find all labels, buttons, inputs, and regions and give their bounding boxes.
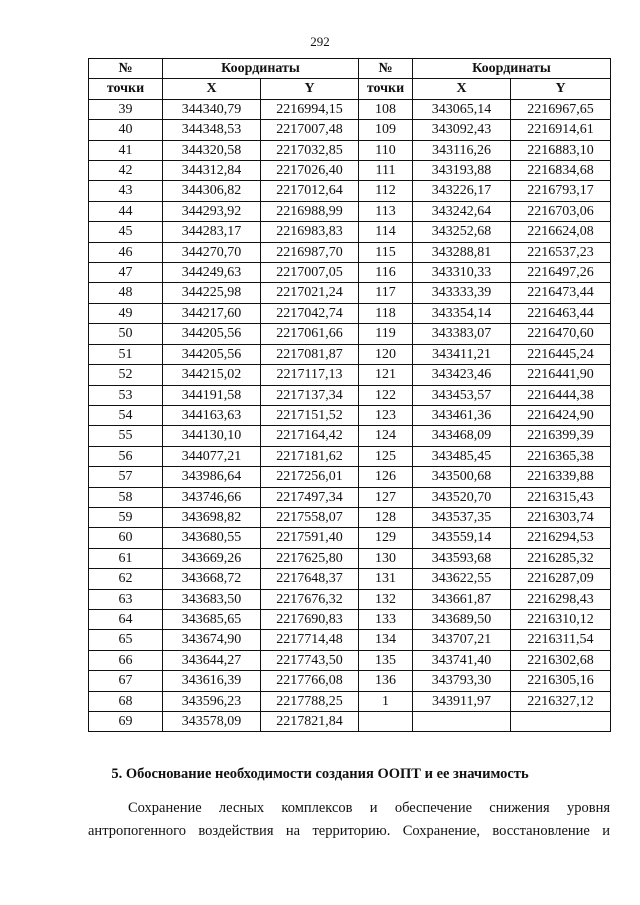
- cell-x-left: 344130,10: [163, 426, 261, 446]
- table-row: [89, 222, 611, 242]
- header-y-right: Y: [511, 79, 611, 99]
- table-row: [89, 324, 611, 344]
- cell-point-number-left: 39: [89, 99, 163, 119]
- cell-x-right: 343461,36: [413, 405, 511, 425]
- cell-x-right: 343537,35: [413, 507, 511, 527]
- cell-x-right: 343354,14: [413, 303, 511, 323]
- cell-point-number-left: 43: [89, 181, 163, 201]
- cell-point-number-left: 41: [89, 140, 163, 160]
- table-row: [89, 405, 611, 425]
- cell-point-number-left: 68: [89, 691, 163, 711]
- header-y-left: Y: [261, 79, 359, 99]
- cell-x-left: 343986,64: [163, 467, 261, 487]
- cell-x-left: 343578,09: [163, 712, 261, 732]
- table-row: [89, 426, 611, 446]
- coordinates-table-body: [89, 99, 611, 732]
- cell-y-left: 2217714,48: [261, 630, 359, 650]
- cell-point-number-left: 60: [89, 528, 163, 548]
- cell-point-number-right: [359, 712, 413, 732]
- table-row: [89, 507, 611, 527]
- cell-x-left: 343668,72: [163, 569, 261, 589]
- cell-point-number-left: 61: [89, 548, 163, 568]
- cell-x-right: 343383,07: [413, 324, 511, 344]
- cell-y-left: 2217007,05: [261, 263, 359, 283]
- page-number: 292: [310, 34, 330, 49]
- cell-y-right: 2216305,16: [511, 671, 611, 691]
- cell-point-number-right: 113: [359, 201, 413, 221]
- body-paragraph: [88, 797, 610, 843]
- cell-y-right: 2216537,23: [511, 242, 611, 262]
- cell-y-right: 2216463,44: [511, 303, 611, 323]
- cell-y-left: 2217007,48: [261, 120, 359, 140]
- cell-x-right: 343793,30: [413, 671, 511, 691]
- table-row: [89, 120, 611, 140]
- cell-point-number-left: 46: [89, 242, 163, 262]
- cell-point-number-left: 56: [89, 446, 163, 466]
- cell-y-right: 2216967,65: [511, 99, 611, 119]
- table-row: [89, 589, 611, 609]
- section-heading: 5. Обоснование необходимости создания ООПТ и ее значимость: [111, 766, 529, 782]
- cell-y-right: 2216497,26: [511, 263, 611, 283]
- cell-y-left: 2217625,80: [261, 548, 359, 568]
- cell-y-right: 2216294,53: [511, 528, 611, 548]
- cell-x-left: 344077,21: [163, 446, 261, 466]
- cell-y-left: 2217676,32: [261, 589, 359, 609]
- cell-y-left: 2217021,24: [261, 283, 359, 303]
- cell-x-right: 343500,68: [413, 467, 511, 487]
- cell-y-left: 2217117,13: [261, 365, 359, 385]
- cell-point-number-right: 122: [359, 385, 413, 405]
- cell-x-right: 343559,14: [413, 528, 511, 548]
- cell-x-right: 343485,45: [413, 446, 511, 466]
- table-row: [89, 487, 611, 507]
- cell-point-number-right: 131: [359, 569, 413, 589]
- cell-x-right: 343193,88: [413, 161, 511, 181]
- cell-y-right: 2216793,17: [511, 181, 611, 201]
- cell-x-left: 343616,39: [163, 671, 261, 691]
- cell-point-number-right: 125: [359, 446, 413, 466]
- cell-point-number-right: 117: [359, 283, 413, 303]
- cell-y-right: 2216315,43: [511, 487, 611, 507]
- cell-point-number-left: 40: [89, 120, 163, 140]
- cell-point-number-right: 123: [359, 405, 413, 425]
- cell-y-right: 2216834,68: [511, 161, 611, 181]
- cell-point-number-left: 49: [89, 303, 163, 323]
- cell-point-number-right: 114: [359, 222, 413, 242]
- cell-point-number-right: 110: [359, 140, 413, 160]
- cell-point-number-right: 111: [359, 161, 413, 181]
- cell-point-number-right: 136: [359, 671, 413, 691]
- cell-x-right: 343310,33: [413, 263, 511, 283]
- cell-x-left: 343674,90: [163, 630, 261, 650]
- cell-x-right: 343333,39: [413, 283, 511, 303]
- cell-y-left: 2217026,40: [261, 161, 359, 181]
- cell-x-left: 343698,82: [163, 507, 261, 527]
- cell-x-left: 343644,27: [163, 650, 261, 670]
- cell-point-number-left: 44: [89, 201, 163, 221]
- cell-point-number-left: 64: [89, 609, 163, 629]
- cell-point-number-right: 128: [359, 507, 413, 527]
- cell-y-left: 2217743,50: [261, 650, 359, 670]
- cell-y-left: 2217042,74: [261, 303, 359, 323]
- cell-x-right: [413, 712, 511, 732]
- cell-point-number-left: 62: [89, 569, 163, 589]
- cell-y-right: [511, 712, 611, 732]
- cell-point-number-right: 127: [359, 487, 413, 507]
- cell-point-number-right: 119: [359, 324, 413, 344]
- header-point-number-left: №: [89, 59, 163, 79]
- table-row: [89, 385, 611, 405]
- cell-point-number-left: 59: [89, 507, 163, 527]
- cell-y-right: 2216310,12: [511, 609, 611, 629]
- cell-point-number-left: 45: [89, 222, 163, 242]
- cell-x-right: 343252,68: [413, 222, 511, 242]
- cell-y-right: 2216302,68: [511, 650, 611, 670]
- table-row: [89, 650, 611, 670]
- cell-point-number-right: 129: [359, 528, 413, 548]
- table-row: [89, 528, 611, 548]
- cell-y-right: 2216444,38: [511, 385, 611, 405]
- cell-y-left: 2217081,87: [261, 344, 359, 364]
- cell-x-right: 343116,26: [413, 140, 511, 160]
- cell-x-left: 344205,56: [163, 324, 261, 344]
- table-row: [89, 548, 611, 568]
- table-row: [89, 303, 611, 323]
- cell-x-right: 343468,09: [413, 426, 511, 446]
- cell-x-right: 343288,81: [413, 242, 511, 262]
- header-coordinates-left: Координаты: [163, 59, 359, 79]
- table-row: [89, 446, 611, 466]
- cell-x-left: 344348,53: [163, 120, 261, 140]
- header-x-right: X: [413, 79, 511, 99]
- cell-y-left: 2217497,34: [261, 487, 359, 507]
- table-row: [89, 691, 611, 711]
- cell-x-right: 343520,70: [413, 487, 511, 507]
- cell-x-left: 344320,58: [163, 140, 261, 160]
- cell-x-right: 343707,21: [413, 630, 511, 650]
- cell-x-right: 343092,43: [413, 120, 511, 140]
- cell-point-number-right: 134: [359, 630, 413, 650]
- cell-y-right: 2216339,88: [511, 467, 611, 487]
- cell-x-left: 344249,63: [163, 263, 261, 283]
- header-coordinates-right: Координаты: [413, 59, 611, 79]
- cell-y-left: 2216987,70: [261, 242, 359, 262]
- table-row: [89, 344, 611, 364]
- cell-x-right: 343411,21: [413, 344, 511, 364]
- cell-y-left: 2216988,99: [261, 201, 359, 221]
- table-row: [89, 671, 611, 691]
- cell-x-right: 343242,64: [413, 201, 511, 221]
- cell-x-left: 343746,66: [163, 487, 261, 507]
- cell-point-number-left: 48: [89, 283, 163, 303]
- cell-x-left: 344215,02: [163, 365, 261, 385]
- cell-y-left: 2217181,62: [261, 446, 359, 466]
- header-point-label-left: точки: [89, 79, 163, 99]
- cell-y-left: 2216994,15: [261, 99, 359, 119]
- cell-point-number-left: 57: [89, 467, 163, 487]
- cell-x-left: 344306,82: [163, 181, 261, 201]
- cell-y-right: 2216303,74: [511, 507, 611, 527]
- cell-point-number-left: 47: [89, 263, 163, 283]
- cell-point-number-left: 66: [89, 650, 163, 670]
- cell-y-left: 2217151,52: [261, 405, 359, 425]
- cell-y-right: 2216287,09: [511, 569, 611, 589]
- cell-y-right: 2216883,10: [511, 140, 611, 160]
- cell-y-right: 2216473,44: [511, 283, 611, 303]
- cell-point-number-right: 120: [359, 344, 413, 364]
- table-row: [89, 712, 611, 732]
- cell-y-left: 2217012,64: [261, 181, 359, 201]
- cell-y-left: 2217766,08: [261, 671, 359, 691]
- cell-point-number-right: 130: [359, 548, 413, 568]
- cell-point-number-right: 132: [359, 589, 413, 609]
- cell-y-left: 2217032,85: [261, 140, 359, 160]
- cell-y-right: 2216445,24: [511, 344, 611, 364]
- cell-x-left: 344217,60: [163, 303, 261, 323]
- cell-point-number-right: 124: [359, 426, 413, 446]
- cell-x-right: 343453,57: [413, 385, 511, 405]
- cell-x-right: 343911,97: [413, 691, 511, 711]
- cell-y-left: 2217558,07: [261, 507, 359, 527]
- cell-x-left: 343680,55: [163, 528, 261, 548]
- cell-point-number-right: 115: [359, 242, 413, 262]
- cell-y-right: 2216624,08: [511, 222, 611, 242]
- table-row: [89, 283, 611, 303]
- cell-x-left: 343596,23: [163, 691, 261, 711]
- cell-point-number-right: 118: [359, 303, 413, 323]
- header-point-number-right: №: [359, 59, 413, 79]
- cell-x-right: 343622,55: [413, 569, 511, 589]
- cell-y-right: 2216327,12: [511, 691, 611, 711]
- cell-point-number-right: 126: [359, 467, 413, 487]
- header-x-left: X: [163, 79, 261, 99]
- cell-y-right: 2216470,60: [511, 324, 611, 344]
- table-row: [89, 181, 611, 201]
- cell-x-right: 343065,14: [413, 99, 511, 119]
- cell-point-number-left: 51: [89, 344, 163, 364]
- cell-x-right: 343226,17: [413, 181, 511, 201]
- cell-point-number-right: 135: [359, 650, 413, 670]
- cell-point-number-left: 65: [89, 630, 163, 650]
- coordinates-table: [88, 58, 611, 732]
- cell-x-left: 344163,63: [163, 405, 261, 425]
- cell-y-right: 2216311,54: [511, 630, 611, 650]
- cell-y-left: 2217648,37: [261, 569, 359, 589]
- cell-point-number-left: 42: [89, 161, 163, 181]
- cell-point-number-left: 52: [89, 365, 163, 385]
- cell-y-left: 2217821,84: [261, 712, 359, 732]
- cell-x-left: 343685,65: [163, 609, 261, 629]
- cell-x-right: 343423,46: [413, 365, 511, 385]
- cell-point-number-left: 69: [89, 712, 163, 732]
- table-row: [89, 609, 611, 629]
- cell-x-left: 343683,50: [163, 589, 261, 609]
- table-row: [89, 263, 611, 283]
- table-row: [89, 140, 611, 160]
- cell-y-left: 2217788,25: [261, 691, 359, 711]
- table-row: [89, 161, 611, 181]
- cell-y-right: 2216441,90: [511, 365, 611, 385]
- cell-point-number-left: 67: [89, 671, 163, 691]
- cell-y-left: 2217061,66: [261, 324, 359, 344]
- cell-y-right: 2216424,90: [511, 405, 611, 425]
- cell-y-right: 2216365,38: [511, 446, 611, 466]
- cell-point-number-left: 50: [89, 324, 163, 344]
- table-row: [89, 467, 611, 487]
- cell-x-right: 343593,68: [413, 548, 511, 568]
- cell-x-left: 344205,56: [163, 344, 261, 364]
- cell-x-left: 344312,84: [163, 161, 261, 181]
- table-row: [89, 630, 611, 650]
- cell-point-number-right: 108: [359, 99, 413, 119]
- cell-x-right: 343741,40: [413, 650, 511, 670]
- table-row: [89, 365, 611, 385]
- cell-x-left: 344283,17: [163, 222, 261, 242]
- table-row: [89, 569, 611, 589]
- cell-y-left: 2217164,42: [261, 426, 359, 446]
- cell-point-number-left: 53: [89, 385, 163, 405]
- cell-y-right: 2216285,32: [511, 548, 611, 568]
- cell-y-left: 2216983,83: [261, 222, 359, 242]
- cell-y-left: 2217591,40: [261, 528, 359, 548]
- cell-x-left: 344270,70: [163, 242, 261, 262]
- cell-y-left: 2217137,34: [261, 385, 359, 405]
- cell-point-number-left: 54: [89, 405, 163, 425]
- cell-point-number-left: 55: [89, 426, 163, 446]
- cell-point-number-left: 63: [89, 589, 163, 609]
- cell-point-number-right: 116: [359, 263, 413, 283]
- header-point-label-right: точки: [359, 79, 413, 99]
- cell-x-left: 344225,98: [163, 283, 261, 303]
- cell-x-right: 343689,50: [413, 609, 511, 629]
- cell-point-number-right: 121: [359, 365, 413, 385]
- cell-point-number-right: 109: [359, 120, 413, 140]
- cell-y-left: 2217690,83: [261, 609, 359, 629]
- cell-x-left: 344191,58: [163, 385, 261, 405]
- table-row: [89, 201, 611, 221]
- cell-x-left: 344340,79: [163, 99, 261, 119]
- cell-x-left: 343669,26: [163, 548, 261, 568]
- cell-point-number-right: 133: [359, 609, 413, 629]
- cell-y-left: 2217256,01: [261, 467, 359, 487]
- cell-y-right: 2216914,61: [511, 120, 611, 140]
- cell-point-number-left: 58: [89, 487, 163, 507]
- paragraph-line: антропогенного воздействия на территорию. Сохранение, восстановление и: [88, 823, 610, 839]
- paragraph-line: Сохранение лесных комплексов и обеспечение снижения уровня: [128, 800, 610, 816]
- cell-x-right: 343661,87: [413, 589, 511, 609]
- cell-x-left: 344293,92: [163, 201, 261, 221]
- cell-y-right: 2216703,06: [511, 201, 611, 221]
- cell-point-number-right: 112: [359, 181, 413, 201]
- cell-point-number-right: 1: [359, 691, 413, 711]
- cell-y-right: 2216399,39: [511, 426, 611, 446]
- table-row: [89, 242, 611, 262]
- table-row: [89, 99, 611, 119]
- cell-y-right: 2216298,43: [511, 589, 611, 609]
